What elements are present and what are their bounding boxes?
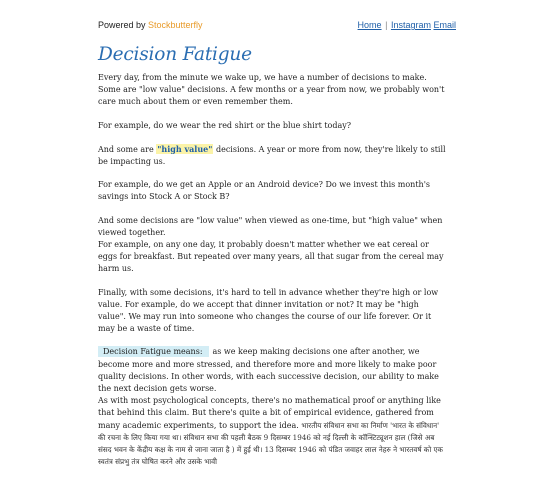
paragraph-repeated-decisions (98, 215, 446, 276)
page-title: Decision Fatigue (98, 44, 252, 65)
paragraph-definition (98, 346, 446, 468)
article-body (98, 72, 446, 479)
brand-link[interactable]: Stockbutterfly (148, 20, 203, 30)
powered-by (98, 20, 203, 30)
nav-email-link[interactable]: Email (433, 20, 456, 30)
text-line: And some decisions are "low value" when viewed as one-time, but "high value" when viewed together. (98, 215, 443, 237)
text-line: For example, on any one day, it probably doesn't matter whether we eat cereal or eggs for breakfast. But repeated over many years, all that sugar from the cereal may harm us. (98, 240, 444, 274)
paragraph-uncertain-value: Finally, with some decisions, it's hard to tell in advance whether they're high or low value. For example, do we accept that dinner invitation or not? It may be "high value". We may run into someone who changes the course of our life forever. Or it may be a waste of time. (98, 287, 439, 334)
top-bar (98, 16, 456, 32)
nav-separator: | (385, 20, 388, 30)
hindi-text: भारतीय संविधान सभा का निर्माण 'भारत के संविधान' की रचना के लिए किया गया था। संविधान सभा की पहली बैठक 9 दिसम्बर 1946 को नई दिल्ली के कॉन्स्टिट्यूशन हाल (जिसे अब संसद भवन के केंद्रीय कक्ष के नाम से जाना जाता है ) में हुई थी। 13 दिसम्बर 1946 को पंडित जवाहर लाल नेहरु ने भारतवर्ष को एक स्वतंत्र संप्रभु तंत्र घोषित करने और उसके भावी (98, 420, 443, 467)
text-line: As with most psychological concepts, there's no mathematical proof or anything like that behind this claim. But there's quite a bit of empirical evidence, gathered from many academic experiments, to support the idea. (98, 396, 441, 430)
paragraph-high-value (98, 143, 446, 168)
text-segment: And some are (98, 144, 157, 154)
definition-term: Decision Fatigue means: (98, 346, 209, 357)
nav-home-link[interactable]: Home (357, 20, 382, 30)
paragraph-intro: Every day, from the minute we wake up, we have a number of decisions to make. Some are "low value" decisions. A few months or a year from now, we probably won't care much about them or even remember them. (98, 73, 445, 107)
paragraph-example-shirt: For example, do we wear the red shirt or the blue shirt today? (98, 120, 352, 130)
paragraph-example-device: For example, do we get an Apple or an Android device? Do we invest this month's savings into Stock A or Stock B? (98, 180, 431, 202)
top-nav (358, 20, 456, 30)
text-segment: decisions. A year or more from now, they're likely to still be impacting us. (98, 144, 446, 167)
nav-instagram-link[interactable]: Instagram (390, 20, 431, 30)
powered-by-label: Powered by (98, 20, 149, 30)
highlight-high-value: "high value" (157, 143, 213, 154)
definition-text: as we keep making decisions one after another, we become more and more stressed, and therefore more and more likely to make poor quality decisions. In other words, with each successive decision, our ability to make the next decision gets worse. (98, 347, 439, 394)
